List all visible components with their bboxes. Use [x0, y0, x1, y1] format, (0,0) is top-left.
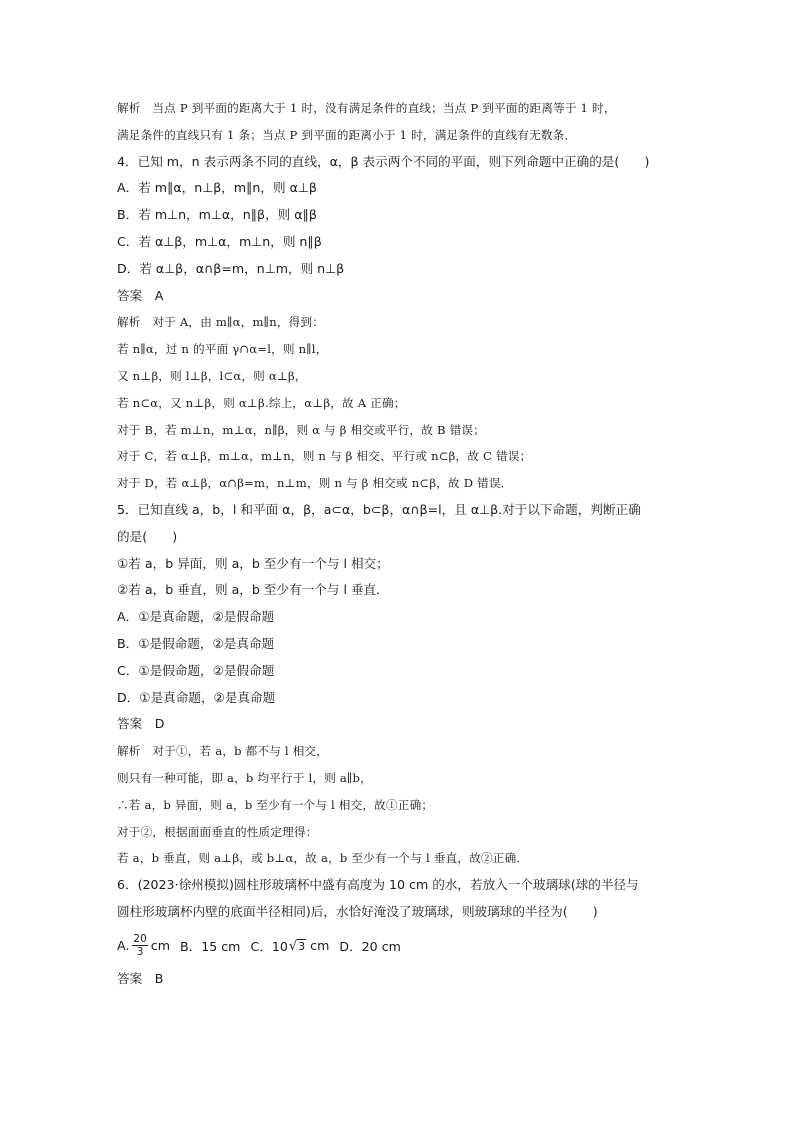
option-c-unit: cm: [310, 938, 330, 954]
analysis-line: 若 a，b 垂直，则 a⊥β，或 b⊥α，故 a，b 至少有一个与 l 垂直，故②正确．: [117, 851, 529, 866]
radical-icon: √: [288, 938, 298, 954]
square-root: [289, 938, 306, 954]
question-5-proposition-1: ①若 a，b 异面，则 a，b 至少有一个与 l 相交；: [117, 555, 389, 571]
question-5-answer: 答案 D: [117, 716, 165, 732]
question-6-stem: 圆柱形玻璃杯内壁的底面半径相同)后，水恰好淹没了玻璃球，则玻璃球的半径为( ): [117, 903, 598, 919]
fraction: [132, 933, 147, 958]
analysis-line: 解析 当点 P 到平面的距离大于 1 时，没有满足条件的直线；当点 P 到平面的距离等于 1 时，: [117, 101, 616, 115]
option-d: D．20 cm: [339, 939, 401, 955]
analysis-line: 解析 对于①，若 a，b 都不与 l 相交，: [117, 744, 329, 759]
fraction-numerator: 20: [133, 933, 147, 946]
analysis-line: 则只有一种可能，即 a，b 均平行于 l，则 a∥b，: [117, 770, 372, 785]
question-4-answer: 答案 A: [117, 287, 164, 303]
analysis-line: 满足条件的直线只有 1 条；当点 P 到平面的距离小于 1 时，满足条件的直线有无数条．: [117, 127, 577, 142]
question-4-option-b: B．若 m⊥n，m⊥α，n∥β，则 α∥β: [117, 207, 317, 223]
question-5-option-b: B．①是假命题，②是真命题: [117, 635, 275, 651]
option-a-label: A.: [117, 938, 130, 954]
question-5-proposition-2: ②若 a，b 垂直，则 a，b 至少有一个与 l 垂直．: [117, 582, 389, 598]
option-b: B．15 cm: [179, 939, 241, 955]
question-4-stem: 4．已知 m，n 表示两条不同的直线，α，β 表示两个不同的平面，则下列命题中正确的是( ): [117, 153, 650, 169]
analysis-line: 对于 C，若 α⊥β，m⊥α，m⊥n，则 n 与 β 相交、平行或 n⊂β，故 C 错误；: [117, 449, 532, 464]
option-c-label: C．10: [250, 939, 288, 955]
analysis-line: 对于 D，若 α⊥β，α∩β=m，n⊥m，则 n 与 β 相交或 n⊂β，故 D 错误．: [117, 476, 513, 491]
analysis-line: 若 n⊂α，又 n⊥β，则 α⊥β.综上，α⊥β，故 A 正确；: [117, 395, 406, 410]
question-5-option-d: D．①是真命题，②是真命题: [117, 689, 276, 705]
question-5-option-a: A．①是真命题，②是假命题: [117, 609, 275, 625]
question-5-stem: 5．已知直线 a，b，l 和平面 α，β，a⊂α，b⊂β，α∩β=l，且 α⊥β.对于以下命题，判断正确: [117, 501, 641, 517]
analysis-line: 若 n∥α，过 n 的平面 γ∩α=l，则 n∥l，: [117, 342, 328, 357]
question-4-option-d: D．若 α⊥β，α∩β=m，n⊥m，则 n⊥β: [117, 260, 345, 276]
question-6-options: [117, 926, 687, 966]
text-lines: [117, 95, 687, 926]
radicand: 3: [298, 939, 306, 953]
question-5-option-c: C．①是假命题，②是假命题: [117, 662, 275, 678]
question-6-stem: 6．(2023·徐州模拟)圆柱形玻璃杯中盛有高度为 10 cm 的水，若放入一个玻璃球(球的半径与: [117, 877, 639, 893]
fraction-denominator: 3: [136, 946, 144, 959]
analysis-line: ∴若 a，b 异面，则 a，b 至少有一个与 l 相交，故①正确；: [117, 797, 434, 812]
analysis-line: 对于②，根据面面垂直的性质定理得：: [117, 824, 318, 839]
analysis-line: 解析 对于 A，由 m∥α，m∥n，得到：: [117, 315, 325, 330]
analysis-line: 又 n⊥β，则 l⊥β，l⊂α，则 α⊥β，: [117, 368, 307, 383]
question-4-option-c: C．若 α⊥β，m⊥α，m⊥n，则 n∥β: [117, 233, 322, 249]
analysis-line: 对于 B，若 m⊥n，m⊥α，n∥β，则 α 与 β 相交或平行，故 B 错误；: [117, 422, 485, 437]
question-4-option-a: A．若 m∥α，n⊥β，m∥n，则 α⊥β: [117, 180, 317, 196]
question-5-stem: 的是( ): [117, 528, 178, 544]
document-page: [117, 95, 687, 993]
question-6-answer: 答案 B: [117, 970, 164, 986]
option-a-unit: cm: [150, 938, 170, 954]
